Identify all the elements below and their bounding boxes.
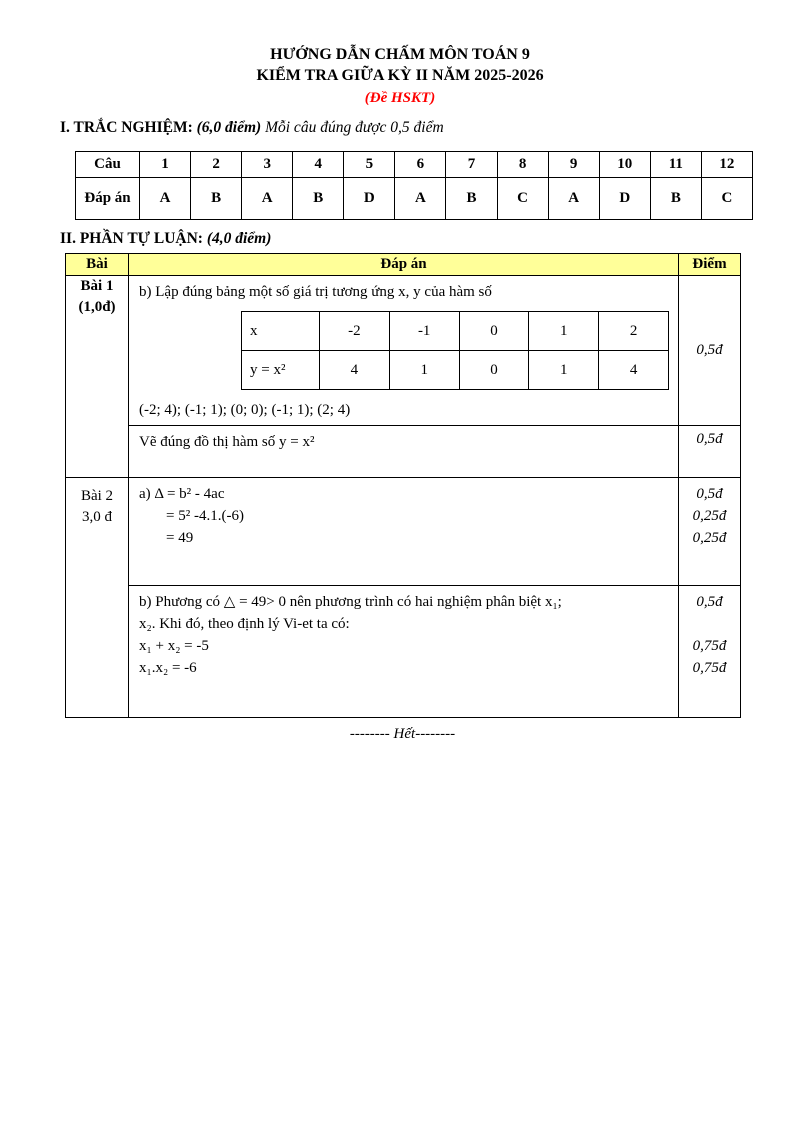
section2-points: (4,0 điểm) bbox=[206, 230, 272, 247]
mc-question-cell: 8 bbox=[497, 152, 548, 178]
bai1-partb-score: 0,5đ bbox=[679, 276, 741, 426]
mc-question-cell: 7 bbox=[446, 152, 497, 178]
value-y-cell: 0 bbox=[459, 351, 529, 390]
value-x-cell: 0 bbox=[459, 312, 529, 351]
bai2-parta-score: 0,5đ bbox=[696, 486, 723, 502]
bai2-partb-score: 0,75đ bbox=[692, 660, 727, 676]
bai2-parta-cell bbox=[129, 478, 679, 586]
mc-answer-cell: A bbox=[395, 178, 446, 220]
bai1-points: (1,0đ) bbox=[78, 299, 116, 315]
value-y-cell: 4 bbox=[599, 351, 669, 390]
bai2-label: Bài 2 bbox=[80, 488, 114, 504]
value-table bbox=[241, 311, 669, 390]
document-title-line1: HƯỚNG DẪN CHẤM MÔN TOÁN 9 bbox=[270, 46, 530, 63]
bai1-graph-score: 0,5đ bbox=[679, 426, 741, 478]
section2-heading bbox=[60, 228, 740, 249]
mc-answer-cell: C bbox=[701, 178, 752, 220]
bai1-partb-cell bbox=[129, 276, 679, 426]
mc-answer-cell: B bbox=[191, 178, 242, 220]
value-y-label: y = x² bbox=[242, 351, 320, 390]
mc-answer-cell: C bbox=[497, 178, 548, 220]
bai2-partb-scores bbox=[679, 586, 741, 718]
bai1-graph-cell bbox=[129, 426, 679, 478]
value-x-label: x bbox=[242, 312, 320, 351]
multiple-choice-answer-table bbox=[75, 151, 753, 220]
bai2-parta-score: 0,25đ bbox=[692, 508, 727, 524]
bai2-partb-line: x₂. Khi đó, theo định lý Vi-et ta có: bbox=[139, 616, 350, 632]
end-marker: -------- Hết-------- bbox=[349, 726, 456, 742]
header-dapan: Đáp án bbox=[129, 254, 679, 276]
header-bai: Bài bbox=[66, 254, 129, 276]
mc-answer-row-label: Đáp án bbox=[76, 178, 140, 220]
mc-question-cell: 1 bbox=[140, 152, 191, 178]
bai2-parta-line: = 49 bbox=[166, 530, 194, 546]
mc-question-cell: 2 bbox=[191, 152, 242, 178]
value-y-cell: 1 bbox=[389, 351, 459, 390]
bai2-parta-line: a) Δ = b² - 4ac bbox=[139, 486, 225, 502]
section1-note: Mỗi câu đúng được 0,5 điểm bbox=[265, 119, 444, 136]
bai2-parta-line: = 5² -4.1.(-6) bbox=[166, 508, 244, 524]
value-x-cell: 1 bbox=[529, 312, 599, 351]
bai2-partb-score: 0,5đ bbox=[696, 594, 723, 610]
section2-title: II. PHẦN TỰ LUẬN: bbox=[60, 230, 203, 247]
document-title-line2: KIỂM TRA GIỮA KỲ II NĂM 2025-2026 bbox=[256, 67, 544, 84]
mc-question-cell: 9 bbox=[548, 152, 599, 178]
section1-title: I. TRẮC NGHIỆM: bbox=[60, 119, 193, 136]
value-x-cell: -1 bbox=[389, 312, 459, 351]
section1-points: (6,0 điểm) bbox=[196, 119, 262, 136]
mc-answer-row bbox=[76, 178, 753, 220]
value-x-cell: 2 bbox=[599, 312, 669, 351]
bai2-partb-score bbox=[679, 613, 740, 635]
bai2-label-cell bbox=[66, 478, 129, 718]
value-y-cell: 4 bbox=[320, 351, 390, 390]
bai1-coordinate-pairs: (-2; 4); (-1; 1); (0; 0); (-1; 1); (2; 4) bbox=[139, 402, 351, 418]
bai2-partb-score: 0,75đ bbox=[692, 638, 727, 654]
essay-header-row bbox=[66, 254, 741, 276]
value-table-x-row bbox=[242, 312, 669, 351]
bai2-parta-score: 0,25đ bbox=[692, 530, 727, 546]
bai1-label-cell bbox=[66, 276, 129, 478]
mc-question-cell: 12 bbox=[701, 152, 752, 178]
bai1-partb-intro: b) Lập đúng bảng một số giá trị tương ứng x, y của hàm số bbox=[139, 284, 492, 300]
mc-question-row bbox=[76, 152, 753, 178]
bai2-partb-line: b) Phương có △ = 49> 0 nên phương trình có hai nghiệm phân biệt x₁; bbox=[139, 594, 562, 610]
exam-code: (Đề HSKT) bbox=[364, 90, 436, 106]
mc-question-row-label: Câu bbox=[76, 152, 140, 178]
bai2-row-parta bbox=[66, 478, 741, 586]
bai2-partb-line: x₁.x₂ = -6 bbox=[139, 660, 197, 676]
bai2-points: 3,0 đ bbox=[82, 509, 112, 525]
mc-answer-cell: D bbox=[599, 178, 650, 220]
mc-answer-cell: A bbox=[242, 178, 293, 220]
bai2-partb-line: x₁ + x₂ = -5 bbox=[139, 638, 209, 654]
mc-answer-cell: A bbox=[140, 178, 191, 220]
mc-answer-cell: B bbox=[446, 178, 497, 220]
section1-heading bbox=[60, 117, 740, 138]
bai1-row-table bbox=[66, 276, 741, 426]
bai1-label: Bài 1 bbox=[80, 278, 114, 294]
bai1-row-graph bbox=[66, 426, 741, 478]
mc-question-cell: 3 bbox=[242, 152, 293, 178]
value-table-y-row bbox=[242, 351, 669, 390]
mc-question-cell: 6 bbox=[395, 152, 446, 178]
bai1-graph-line: Vẽ đúng đồ thị hàm số y = x² bbox=[139, 434, 315, 450]
header-diem: Điểm bbox=[679, 254, 741, 276]
mc-question-cell: 5 bbox=[344, 152, 395, 178]
mc-answer-cell: D bbox=[344, 178, 395, 220]
mc-answer-cell: B bbox=[293, 178, 344, 220]
bai2-parta-scores bbox=[679, 478, 741, 586]
mc-question-cell: 10 bbox=[599, 152, 650, 178]
essay-answer-table bbox=[65, 253, 741, 718]
mc-answer-cell: A bbox=[548, 178, 599, 220]
bai2-partb-cell bbox=[129, 586, 679, 718]
value-x-cell: -2 bbox=[320, 312, 390, 351]
mc-answer-cell: B bbox=[650, 178, 701, 220]
value-y-cell: 1 bbox=[529, 351, 599, 390]
bai2-row-partb bbox=[66, 586, 741, 718]
mc-question-cell: 11 bbox=[650, 152, 701, 178]
mc-question-cell: 4 bbox=[293, 152, 344, 178]
